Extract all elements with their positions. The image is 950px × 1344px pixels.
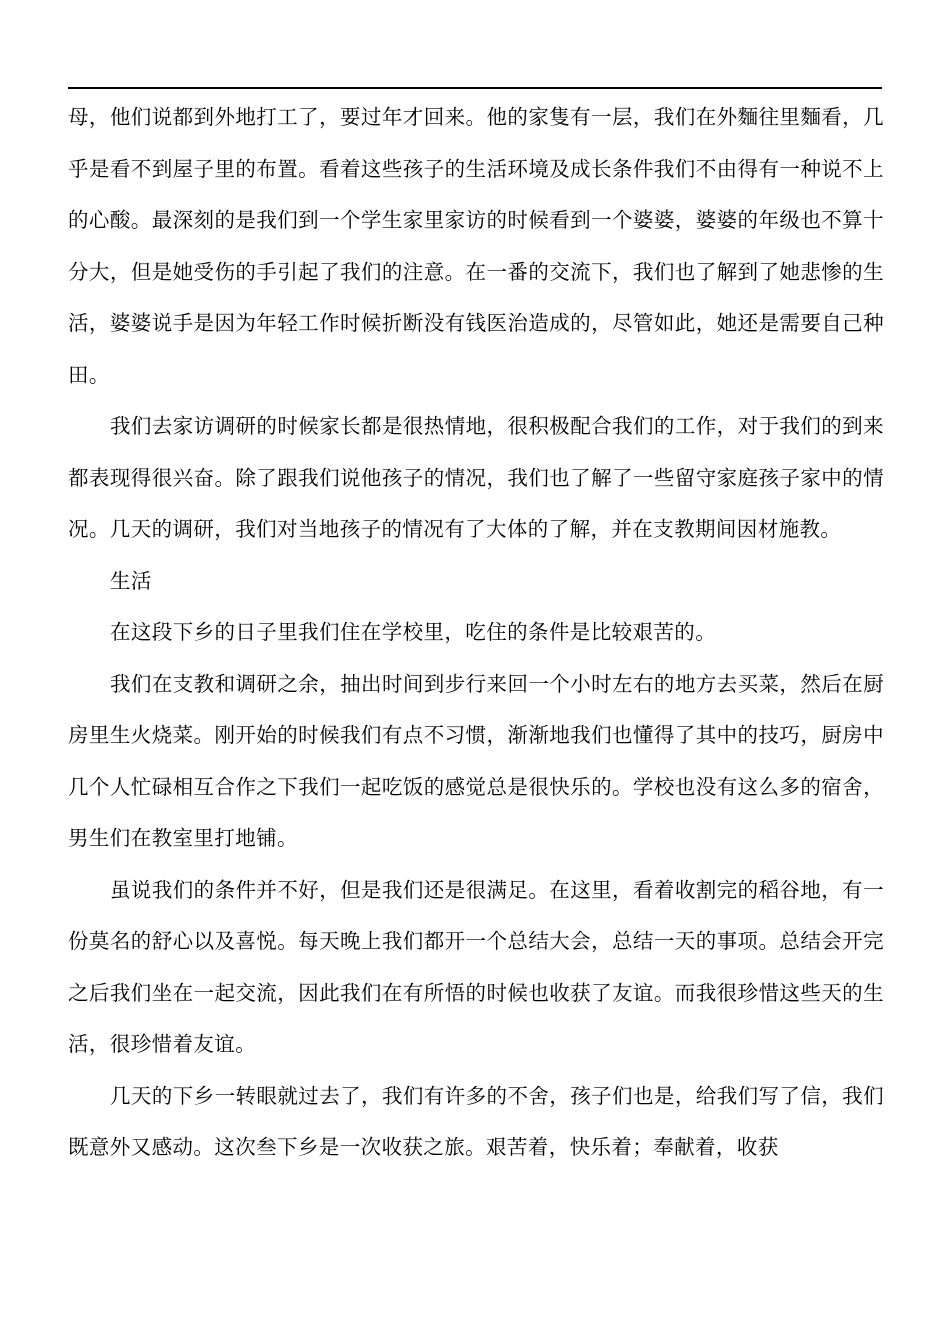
paragraph-6: 几天的下乡一转眼就过去了，我们有许多的不舍，孩子们也是，给我们写了信，我们既意外又感动。这次叁下乡是一次收获之旅。艰苦着，快乐着；奉献着，收获	[68, 1083, 884, 1159]
paragraph-3: 在这段下乡的日子里我们住在学校里，吃住的条件是比较艰苦的。	[110, 620, 717, 644]
paragraph-1: 母，他们说都到外地打工了，要过年才回来。他的家隻有一层，我们在外麵往里麵看，几乎是看不到屋子里的布置。看着这些孩子的生活环境及成长条件我们不由得有一种说不上的心酸。最深刻的是我们到一个学生家里家访的时候看到一个婆婆，婆婆的年级也不算十分大，但是她受伤的手引起了我们的注意。在一番的交流下，我们也了解到了她悲惨的生活，婆婆说手是因为年轻工作时候折断没有钱医治造成的，尽管如此，她还是需要自己种田。	[68, 105, 884, 387]
paragraph-2: 我们去家访调研的时候家长都是很热情地，很积极配合我们的工作，对于我们的到来都表现得很兴奋。除了跟我们说他孩子的情况，我们也了解了一些留守家庭孩子家中的情况。几天的调研，我们对当地孩子的情况有了大体的了解，并在支教期间因材施教。	[68, 414, 884, 541]
paragraph-4: 我们在支教和调研之余，抽出时间到步行来回一个小时左右的地方去买菜，然后在厨房里生火烧菜。刚开始的时候我们有点不习惯，渐渐地我们也懂得了其中的技巧，厨房中几个人忙碌相互合作之下我们一起吃饭的感觉总是很快乐的。学校也没有这么多的宿舍，男生们在教室里打地铺。	[68, 671, 884, 850]
section-heading-life: 生活	[110, 568, 152, 593]
paragraph-5: 虽说我们的条件并不好，但是我们还是很满足。在这里，看着收割完的稻谷地，有一份莫名的舒心以及喜悦。每天晚上我们都开一个总结大会，总结一天的事项。总结会开完之后我们坐在一起交流，因此我们在有所悟的时候也收获了友谊。而我很珍惜这些天的生活，很珍惜着友谊。	[68, 877, 884, 1056]
header-rule	[68, 87, 882, 89]
document-body	[68, 92, 884, 1174]
